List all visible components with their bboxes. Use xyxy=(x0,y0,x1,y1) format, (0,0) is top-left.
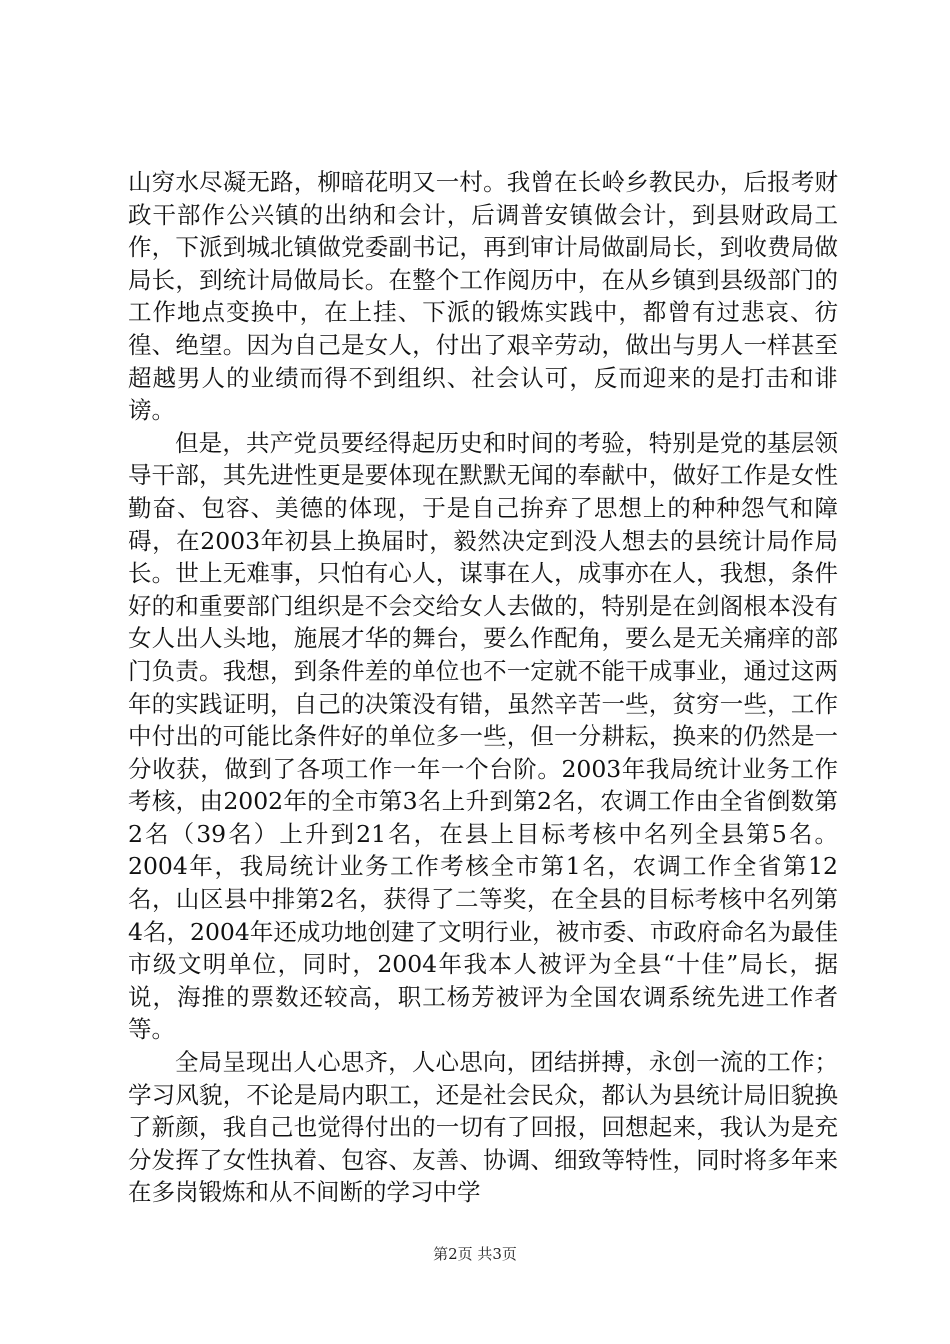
paragraph-3: 全局呈现出人心思齐，人心思向，团结拼搏，永创一流的工作；学习风貌，不论是局内职工，还是社会民众，都认为县统计局旧貌换了新颜，我自己也觉得付出的一切有了回报，回想起来，我认为是充分发挥了女性执着、包容、友善、协调、细致等特性，同时将多年来在多岗锻炼和从不间断的学习中学 xyxy=(128,1048,838,1207)
paragraph-1: 山穷水尽凝无路，柳暗花明又一村。我曾在长岭乡教民办，后报考财政干部作公兴镇的出纳和会计，后调普安镇做会计，到县财政局工作，下派到城北镇做党委副书记，再到审计局做副局长，到收费局做局长，到统计局做局长。在整个工作阅历中，在从乡镇到县级部门的工作地点变换中，在上挂、下派的锻炼实践中，都曾有过悲哀、彷徨、绝望。因为自己是女人，付出了艰辛劳动，做出与男人一样甚至超越男人的业绩而得不到组织、社会认可，反而迎来的是打击和诽谤。 xyxy=(128,168,838,425)
page-number-label: 第2页 共3页 xyxy=(433,1245,517,1263)
paragraph-2: 但是，共产党员要经得起历史和时间的考验，特别是党的基层领导干部，其先进性更是要体现在默默无闻的奉献中，做好工作是女性勤奋、包容、美德的体现，于是自己拚弃了思想上的种种怨气和障碍，在2003年初县上换届时，毅然决定到没人想去的县统计局作局长。世上无难事，只怕有心人，谋事在人，成事亦在人，我想，条件好的和重要部门组织是不会交给女人去做的，特别是在剑阁根本没有女人出人头地，施展才华的舞台，要么作配角，要么是无关痛痒的部门负责。我想，到条件差的单位也不一定就不能干成事业，通过这两年的实践证明，自己的决策没有错，虽然辛苦一些，贫穷一些，工作中付出的可能比条件好的单位多一些，但一分耕耘，换来的仍然是一分收获，做到了各项工作一年一个台阶。2003年我局统计业务工作考核，由2002年的全市第3名上升到第2名，农调工作由全省倒数第2名（39名）上升到21名，在县上目标考核中名列全县第5名。2004年，我局统计业务工作考核全市第1名，农调工作全省第12名，山区县中排第2名，获得了二等奖，在全县的目标考核中名列第4名，2004年还成功地创建了文明行业，被市委、市政府命名为最佳市级文明单位，同时，2004年我本人被评为全县“十佳”局长，据说，海推的票数还较高，职工杨芳被评为全国农调系统先进工作者等。 xyxy=(128,428,838,1044)
document-body xyxy=(128,166,838,1209)
page-footer xyxy=(0,1243,950,1264)
